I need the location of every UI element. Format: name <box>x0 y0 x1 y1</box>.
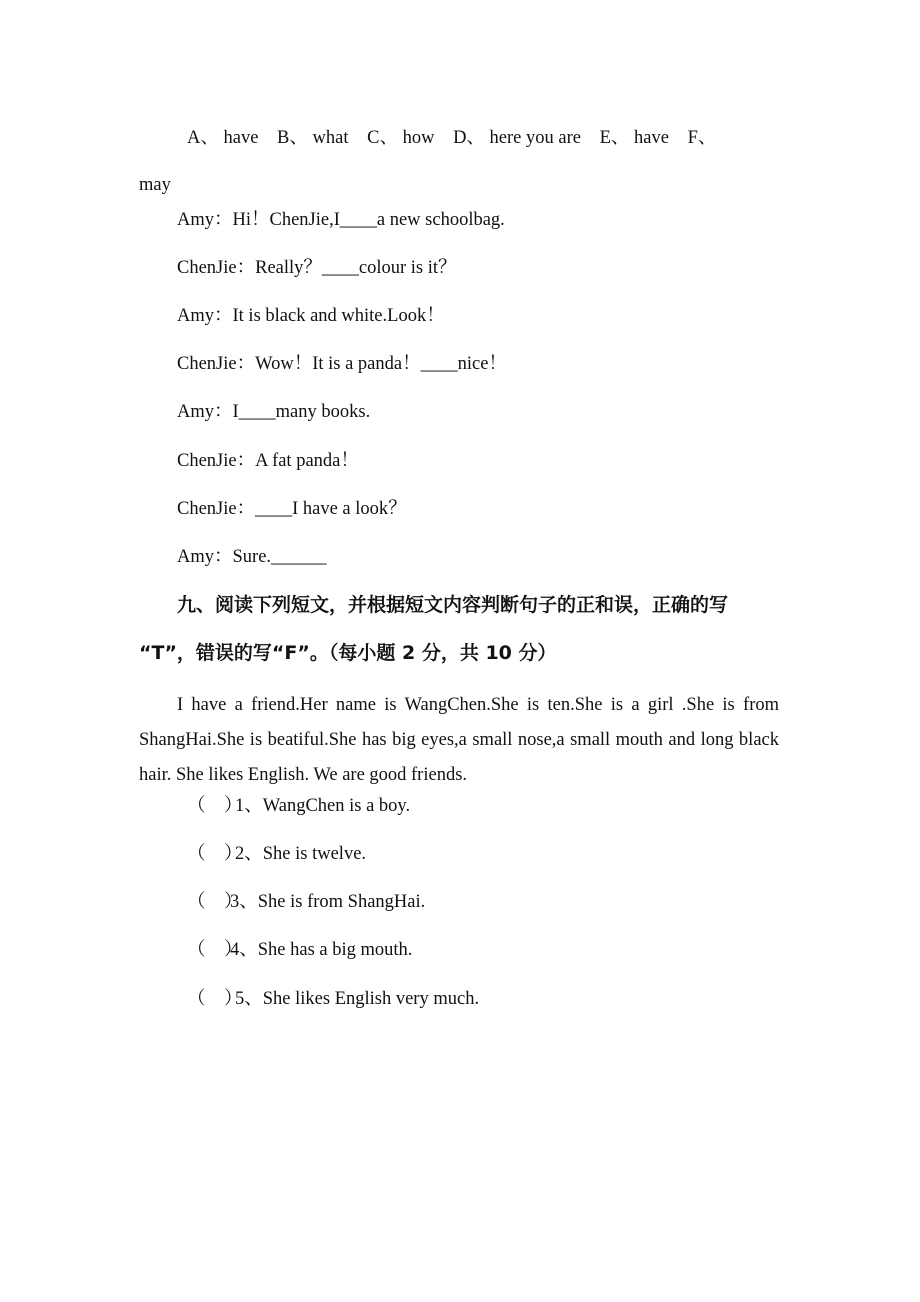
dialogue-line-7: ChenJie：____I have a look？ <box>177 499 407 519</box>
question-4 <box>187 938 412 962</box>
question-3 <box>187 890 425 914</box>
question-text: 5、She likes English very much. <box>235 989 480 1009</box>
option-e: E、 have <box>599 128 669 148</box>
dialogue-line-8: Amy：Sure.______ <box>177 547 327 567</box>
option-f: F、 <box>687 128 717 148</box>
question-5 <box>187 987 479 1011</box>
question-text: 3、She is from ShangHai. <box>230 892 426 912</box>
dialogue-line-5: Amy：I____many books. <box>177 402 371 422</box>
option-d: D、 here you are <box>453 128 581 148</box>
answer-blank: （ ） <box>187 940 243 960</box>
answer-blank: （ ） <box>187 989 243 1009</box>
section-9-instructions: “T”，错误的写“F”。（每小题 2 分，共 10 分） <box>139 642 557 664</box>
section-9-heading: 九、阅读下列短文，并根据短文内容判断句子的正和误，正确的写 <box>177 594 729 616</box>
dialogue-line-2: ChenJie：Really？____colour is it？ <box>177 258 457 278</box>
answer-blank: （ ） <box>187 844 243 864</box>
option-f-word: may <box>139 175 171 195</box>
question-text: 4、She has a big mouth. <box>230 940 413 960</box>
answer-blank: （ ） <box>187 796 243 816</box>
question-text: 2、She is twelve. <box>235 844 367 864</box>
dialogue-line-4: ChenJie：Wow！It is a panda！____nice！ <box>177 354 507 374</box>
word-options <box>187 126 716 150</box>
dialogue-line-6: ChenJie：A fat panda！ <box>177 451 359 471</box>
question-2 <box>187 842 366 866</box>
option-b: B、 what <box>277 128 349 148</box>
question-1 <box>187 794 410 818</box>
passage-text: I have a friend.Her name is WangChen.She is ten.She is a girl .She is from ShangHai.She is beatiful.She has big eyes,a small nose,a small mouth and long black hair. She likes English. We are good friends. <box>139 695 779 785</box>
answer-blank: （ ） <box>187 892 243 912</box>
dialogue-line-1: Amy：Hi！ChenJie,I____a new schoolbag. <box>177 210 505 230</box>
option-c: C、 how <box>367 128 435 148</box>
question-text: 1、WangChen is a boy. <box>235 796 411 816</box>
reading-passage <box>139 688 779 793</box>
dialogue-line-3: Amy：It is black and white.Look！ <box>177 306 445 326</box>
option-a: A、 have <box>187 128 259 148</box>
